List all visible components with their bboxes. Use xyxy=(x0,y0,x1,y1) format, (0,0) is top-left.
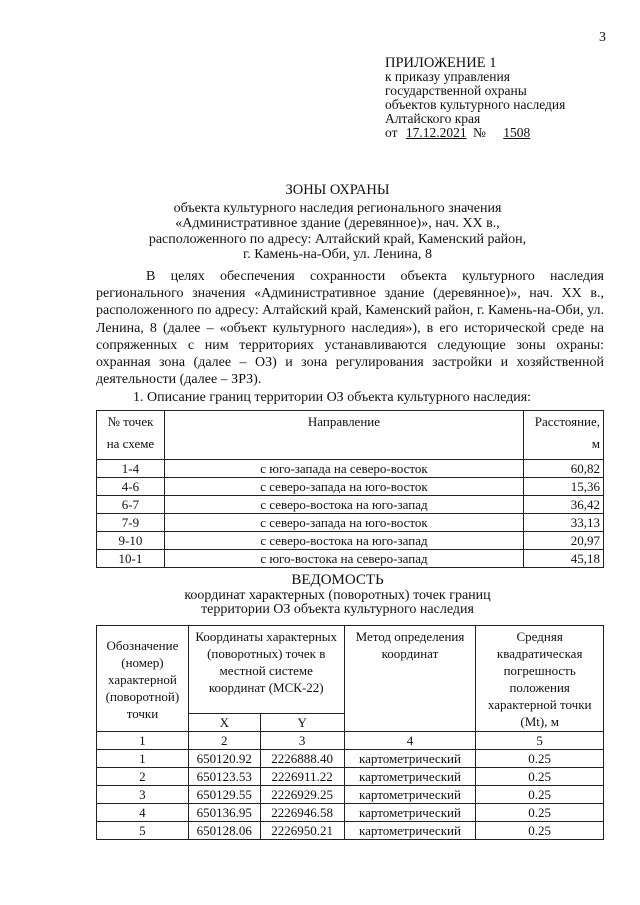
cell-direction: с северо-запада на юго-восток xyxy=(164,514,523,532)
order-date-line xyxy=(385,126,565,140)
cell-point: 4 xyxy=(97,804,189,822)
title-line: расположенного по адресу: Алтайский край, Каменский район, xyxy=(148,231,527,247)
cell-y: 2226929.25 xyxy=(260,786,344,804)
cell-direction: с северо-востока на юго-запад xyxy=(164,496,523,514)
cell-direction: с северо-запада на юго-восток xyxy=(164,478,523,496)
cell-point: 5 xyxy=(97,822,189,840)
cell-distance: 36,42 xyxy=(524,496,604,514)
table-row xyxy=(97,496,604,514)
title-line: г. Камень-на-Оби, ул. Ленина, 8 xyxy=(243,247,432,262)
coordinates-table xyxy=(96,625,604,840)
cell-point: 3 xyxy=(97,786,189,804)
statement-title: ВЕДОМОСТЬ xyxy=(291,572,384,588)
header-y: Y xyxy=(260,714,344,732)
cell-direction: с юго-запада на северо-восток xyxy=(164,460,523,478)
header-method: Метод определения координат xyxy=(344,626,476,732)
cell-points: 4-6 xyxy=(97,478,165,496)
date-prefix: от xyxy=(385,125,398,140)
cell-distance: 33,13 xyxy=(524,514,604,532)
boundaries-table xyxy=(96,410,604,568)
table-row xyxy=(97,786,604,804)
column-number: 2 xyxy=(188,732,260,750)
appendix-line: объектов культурного наследия xyxy=(385,97,566,112)
table-row xyxy=(97,804,604,822)
cell-y: 2226950.21 xyxy=(260,822,344,840)
section-heading: 1. Описание границ территории ОЗ объекта культурного наследия: xyxy=(133,390,532,405)
column-number-row xyxy=(97,732,604,750)
cell-y: 2226888.40 xyxy=(260,750,344,768)
table-header-row xyxy=(97,626,604,714)
cell-x: 650128.06 xyxy=(188,822,260,840)
appendix-block xyxy=(385,56,565,140)
table-row xyxy=(97,822,604,840)
cell-distance: 15,36 xyxy=(524,478,604,496)
cell-direction: с северо-востока на юго-запад xyxy=(164,532,523,550)
cell-points: 1-4 xyxy=(97,460,165,478)
cell-distance: 45,18 xyxy=(524,550,604,568)
header-x: X xyxy=(188,714,260,732)
title-line: объекта культурного наследия регионального значения xyxy=(173,200,502,216)
number-sign: № xyxy=(472,125,486,140)
cell-x: 650129.55 xyxy=(188,786,260,804)
table-row xyxy=(97,514,604,532)
cell-method: картометрический xyxy=(344,822,476,840)
header-error: Средняя квадратическая погрешность положения характерной точки (Mt), м xyxy=(476,626,604,732)
page-number: 3 xyxy=(599,30,606,45)
header-distance: Расстояние, м xyxy=(524,411,604,460)
cell-error: 0.25 xyxy=(476,822,604,840)
table-row xyxy=(97,750,604,768)
cell-distance: 60,82 xyxy=(524,460,604,478)
table-row xyxy=(97,768,604,786)
table-row xyxy=(97,460,604,478)
header-designation: Обозначение (номер) характерной (поворотной) точки xyxy=(97,626,189,732)
order-number: 1508 xyxy=(503,125,531,140)
cell-direction: с юго-востока на северо-запад xyxy=(164,550,523,568)
table-row xyxy=(97,478,604,496)
column-number: 5 xyxy=(476,732,604,750)
cell-x: 650123.53 xyxy=(188,768,260,786)
order-date: 17.12.2021 xyxy=(405,125,467,140)
header-points: № точек на схеме xyxy=(97,411,165,460)
cell-y: 2226946.58 xyxy=(260,804,344,822)
cell-points: 10-1 xyxy=(97,550,165,568)
column-number: 4 xyxy=(344,732,476,750)
header-direction: Направление xyxy=(164,411,523,460)
table-row xyxy=(97,550,604,568)
cell-error: 0.25 xyxy=(476,750,604,768)
document-title: ЗОНЫ ОХРАНЫ xyxy=(285,182,390,198)
cell-error: 0.25 xyxy=(476,768,604,786)
statement-heading-block xyxy=(120,573,555,617)
cell-method: картометрический xyxy=(344,804,476,822)
title-line: «Административное здание (деревянное)», нач. XX в., xyxy=(175,216,500,231)
cell-x: 650120.92 xyxy=(188,750,260,768)
cell-points: 9-10 xyxy=(97,532,165,550)
appendix-heading: ПРИЛОЖЕНИЕ 1 xyxy=(385,55,497,71)
statement-line: координат характерных (поворотных) точек границ xyxy=(184,588,491,603)
table-header-row xyxy=(97,411,604,460)
appendix-line: государственной охраны xyxy=(385,83,527,98)
cell-points: 7-9 xyxy=(97,514,165,532)
column-number: 3 xyxy=(260,732,344,750)
appendix-line: Алтайского края xyxy=(385,111,481,126)
column-number: 1 xyxy=(97,732,189,750)
cell-x: 650136.95 xyxy=(188,804,260,822)
cell-points: 6-7 xyxy=(97,496,165,514)
cell-distance: 20,97 xyxy=(524,532,604,550)
cell-point: 1 xyxy=(97,750,189,768)
cell-method: картометрический xyxy=(344,768,476,786)
cell-point: 2 xyxy=(97,768,189,786)
cell-y: 2226911.22 xyxy=(260,768,344,786)
cell-method: картометрический xyxy=(344,786,476,804)
table-row xyxy=(97,532,604,550)
header-coordinates: Координаты характерных (поворотных) точек в местной системе координат (МСК-22) xyxy=(188,626,344,714)
cell-error: 0.25 xyxy=(476,804,604,822)
statement-line: территории ОЗ объекта культурного наследия xyxy=(201,602,474,617)
document-title-block xyxy=(120,183,555,263)
intro-paragraph: В целях обеспечения сохранности объекта культурного наследия регионального значения «Административное здание (деревянное)», нач. XX в., расположенного по адресу: Алтайский край, Каменский район, г. Камень-на-Оби, ул. Ленина, 8 (далее – «объект культурного наследия»), в его исторической среде на сопряженных с ним территориях устанавливаются следующие зоны охраны: охранная зона (далее – ОЗ) и зона регулирования застройки и хозяйственной деятельности (далее – ЗРЗ). xyxy=(96,269,604,388)
cell-error: 0.25 xyxy=(476,786,604,804)
appendix-line: к приказу управления xyxy=(385,69,510,84)
cell-method: картометрический xyxy=(344,750,476,768)
